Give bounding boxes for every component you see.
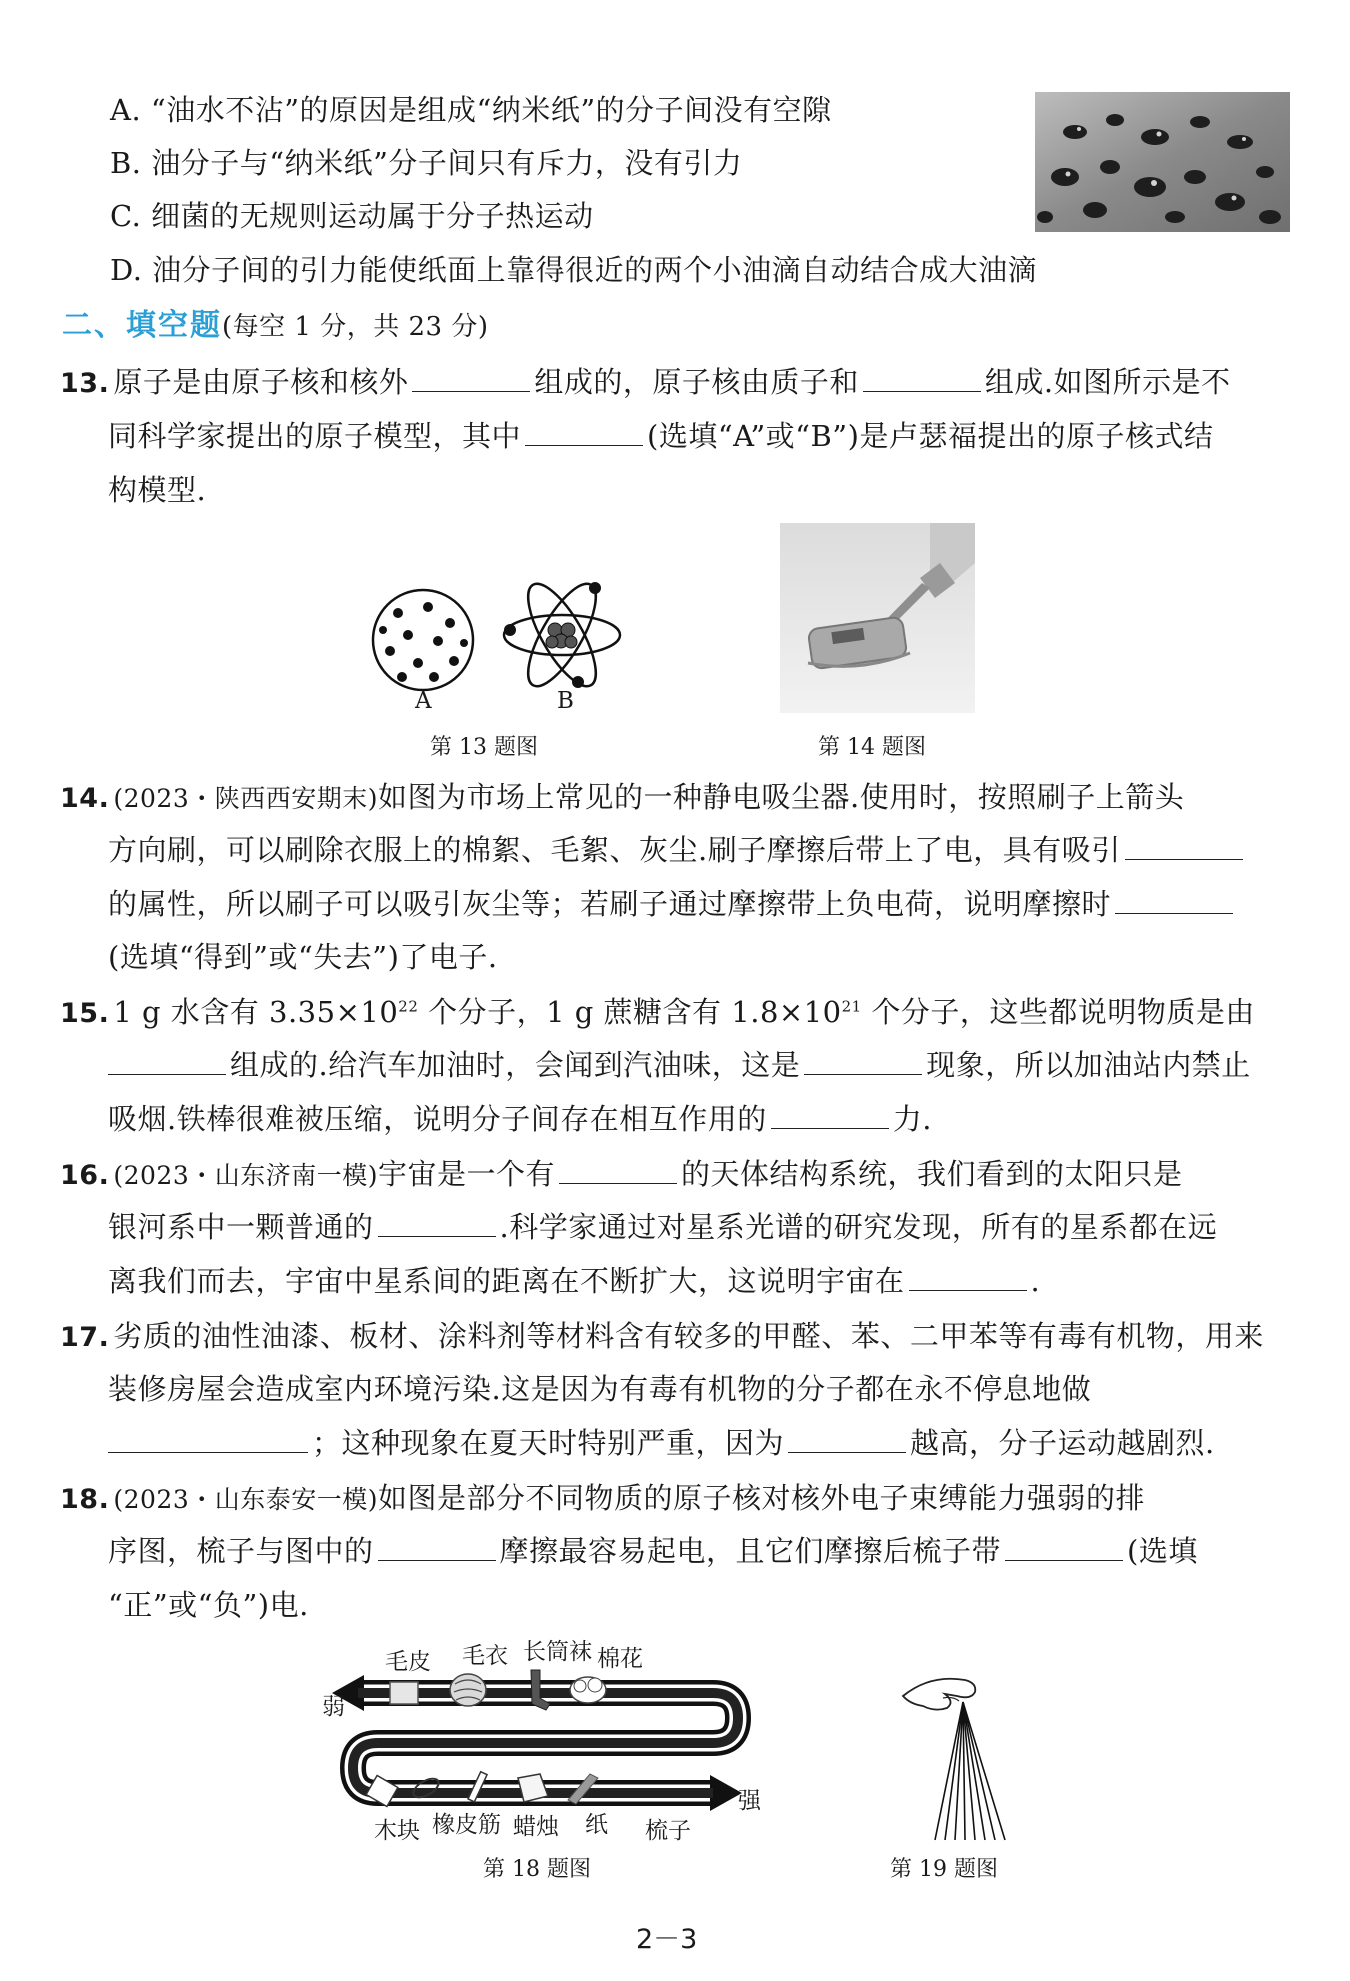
q13-line-2	[108, 416, 1213, 456]
page-number: 2－3	[636, 1924, 698, 1955]
oil-droplet-photo	[1035, 92, 1290, 232]
q13-line-1	[60, 362, 1231, 404]
fig18-item-sweater: 毛衣	[462, 1643, 508, 1669]
q17-number: 17.	[60, 1322, 110, 1353]
fig18-item-wood: 木块	[374, 1818, 420, 1844]
q18-text: 序图，梳子与图中的	[108, 1534, 374, 1568]
q16-text: 银河系中一颗普通的	[108, 1210, 374, 1244]
q15-blank-3[interactable]	[771, 1100, 889, 1129]
section-heading	[62, 305, 488, 347]
q15-text: 现象，所以加油站内禁止	[926, 1048, 1251, 1082]
q15-text: 吸烟.铁棒很难被压缩，说明分子间存在相互作用的	[108, 1102, 767, 1136]
q16-text: .科学家通过对星系光谱的研究发现，所有的星系都在远	[499, 1210, 1218, 1244]
q15-line-2	[108, 1045, 1251, 1085]
q17-line-2: 装修房屋会造成室内环境污染.这是因为有毒有机物的分子都在永不停息地做	[108, 1372, 1092, 1406]
q14-text: 的属性，所以刷子可以吸引灰尘等；若刷子通过摩擦带上负电荷，说明摩擦时	[108, 887, 1112, 921]
q16-text: 的天体结构系统，我们看到的太阳只是	[681, 1157, 1183, 1191]
q14-text: 如图为市场上常见的一种静电吸尘器.使用时，按照刷子上箭头	[377, 780, 1185, 814]
q14-blank-2[interactable]	[1115, 885, 1233, 914]
q12-option-b: B. 油分子与“纳米纸”分子间只有斥力，没有引力	[110, 146, 743, 180]
q13-blank-3[interactable]	[525, 417, 643, 446]
fig18-strong-label: 强	[738, 1788, 761, 1814]
q18-blank-1[interactable]	[378, 1532, 496, 1561]
q15-number: 15.	[60, 998, 110, 1029]
q16-source: (2023・山东济南一模)	[113, 1161, 378, 1190]
q14-line-3	[108, 884, 1237, 924]
fig19-caption: 第 19 题图	[890, 1857, 998, 1882]
fig13-label-a: A	[415, 688, 432, 714]
q14-line-1	[60, 777, 1184, 819]
q14-line-4: (选填“得到”或“失去”)了电子.	[108, 940, 498, 974]
q15-text: 个分子，这些都说明物质是由	[861, 995, 1255, 1029]
q16-blank-2[interactable]	[378, 1208, 496, 1237]
fig18-item-comb: 梳子	[645, 1818, 691, 1844]
q16-text: 离我们而去，宇宙中星系间的距离在不断扩大，这说明宇宙在	[108, 1264, 905, 1298]
fig18-item-cotton: 棉花	[597, 1646, 643, 1672]
section-title: 二、填空题	[62, 308, 222, 343]
q13-blank-2[interactable]	[863, 363, 981, 392]
q16-text: .	[1030, 1264, 1041, 1298]
q12-option-c: C. 细菌的无规则运动属于分子热运动	[110, 199, 594, 233]
q14-blank-1[interactable]	[1125, 831, 1243, 860]
q18-line-1	[60, 1478, 1145, 1520]
q17-text: ；这种现象在夏天时特别严重，因为	[312, 1426, 785, 1460]
q16-line-1	[60, 1154, 1183, 1196]
fig18-caption: 第 18 题图	[483, 1857, 591, 1882]
q17-blank-2[interactable]	[788, 1424, 906, 1453]
fig18-item-stockings: 长筒袜	[523, 1639, 592, 1665]
q18-line-3: “正”或“负”)电.	[108, 1588, 309, 1622]
q13-text: 组成的，原子核由质子和	[534, 365, 859, 399]
q15-line-1	[60, 992, 1255, 1034]
q13-blank-1[interactable]	[412, 363, 530, 392]
q13-text: (选填“A”或“B”)是卢瑟福提出的原子核式结	[647, 419, 1214, 453]
q16-line-3	[108, 1261, 1040, 1301]
q13-text: 组成.如图所示是不	[984, 365, 1231, 399]
q16-text: 宇宙是一个有	[377, 1157, 555, 1191]
q14-text: 方向刷，可以刷除衣服上的棉絮、毛絮、灰尘.刷子摩擦后带上了电，具有吸引	[108, 833, 1121, 867]
q12-option-d: D. 油分子间的引力能使纸面上靠得很近的两个小油滴自动结合成大油滴	[110, 253, 1038, 287]
q15-text: 组成的.给汽车加油时，会闻到汽油味，这是	[230, 1048, 801, 1082]
static-brush-photo	[780, 523, 975, 713]
atom-model-b	[500, 570, 625, 700]
q13-text: 原子是由原子核和核外	[113, 365, 409, 399]
q15-exponent: 21	[841, 997, 862, 1016]
fig18-item-rubber-band: 橡皮筋	[432, 1812, 501, 1838]
q17-text: 越高，分子运动越剧烈.	[910, 1426, 1215, 1460]
q13-number: 13.	[60, 368, 110, 399]
q16-number: 16.	[60, 1160, 110, 1191]
q18-text: 如图是部分不同物质的原子核对核外电子束缚能力强弱的排	[377, 1481, 1145, 1515]
q16-blank-3[interactable]	[909, 1262, 1027, 1291]
section-note: (每空 1 分，共 23 分)	[222, 312, 489, 342]
hand-strings-diagram	[895, 1668, 1010, 1843]
q16-line-2	[108, 1207, 1217, 1247]
fig18-item-candle: 蜡烛	[513, 1814, 559, 1840]
q18-blank-2[interactable]	[1005, 1532, 1123, 1561]
q13-line-3: 构模型.	[108, 473, 207, 507]
q15-text: 1 g 水含有 3.35×10	[113, 995, 399, 1029]
q15-blank-2[interactable]	[804, 1046, 922, 1075]
q15-blank-1[interactable]	[108, 1046, 226, 1075]
fig14-caption: 第 14 题图	[818, 735, 926, 760]
q17-line-1	[60, 1316, 1264, 1358]
q17-line-3	[108, 1423, 1215, 1463]
q14-source: (2023・陕西西安期末)	[113, 784, 378, 813]
fig18-item-fur: 毛皮	[385, 1649, 431, 1675]
q18-text: (选填	[1127, 1534, 1198, 1568]
q17-text: 劣质的油性油漆、板材、涂料剂等材料含有较多的甲醛、苯、二甲苯等有毒有机物，用来	[113, 1319, 1264, 1353]
q15-exponent: 22	[398, 997, 419, 1016]
q18-number: 18.	[60, 1484, 110, 1515]
fig13-caption: 第 13 题图	[430, 735, 538, 760]
q18-text: 摩擦最容易起电，且它们摩擦后梳子带	[499, 1534, 1002, 1568]
q15-text: 力.	[892, 1102, 932, 1136]
q15-text: 个分子，1 g 蔗糖含有 1.8×10	[418, 995, 842, 1029]
q14-line-2	[108, 830, 1247, 870]
atom-model-a	[368, 585, 478, 695]
q16-blank-1[interactable]	[559, 1155, 677, 1184]
fig13-label-b: B	[557, 688, 574, 714]
q12-option-a: A. “油水不沾”的原因是组成“纳米纸”的分子间没有空隙	[110, 93, 832, 127]
fig18-weak-label: 弱	[322, 1694, 345, 1720]
q18-line-2	[108, 1531, 1198, 1571]
q14-number: 14.	[60, 783, 110, 814]
q17-blank-1[interactable]	[108, 1424, 308, 1453]
q13-text: 同科学家提出的原子模型，其中	[108, 419, 522, 453]
q18-source: (2023・山东泰安一模)	[113, 1485, 378, 1514]
q15-line-3	[108, 1099, 932, 1139]
fig18-item-paper: 纸	[585, 1812, 608, 1838]
